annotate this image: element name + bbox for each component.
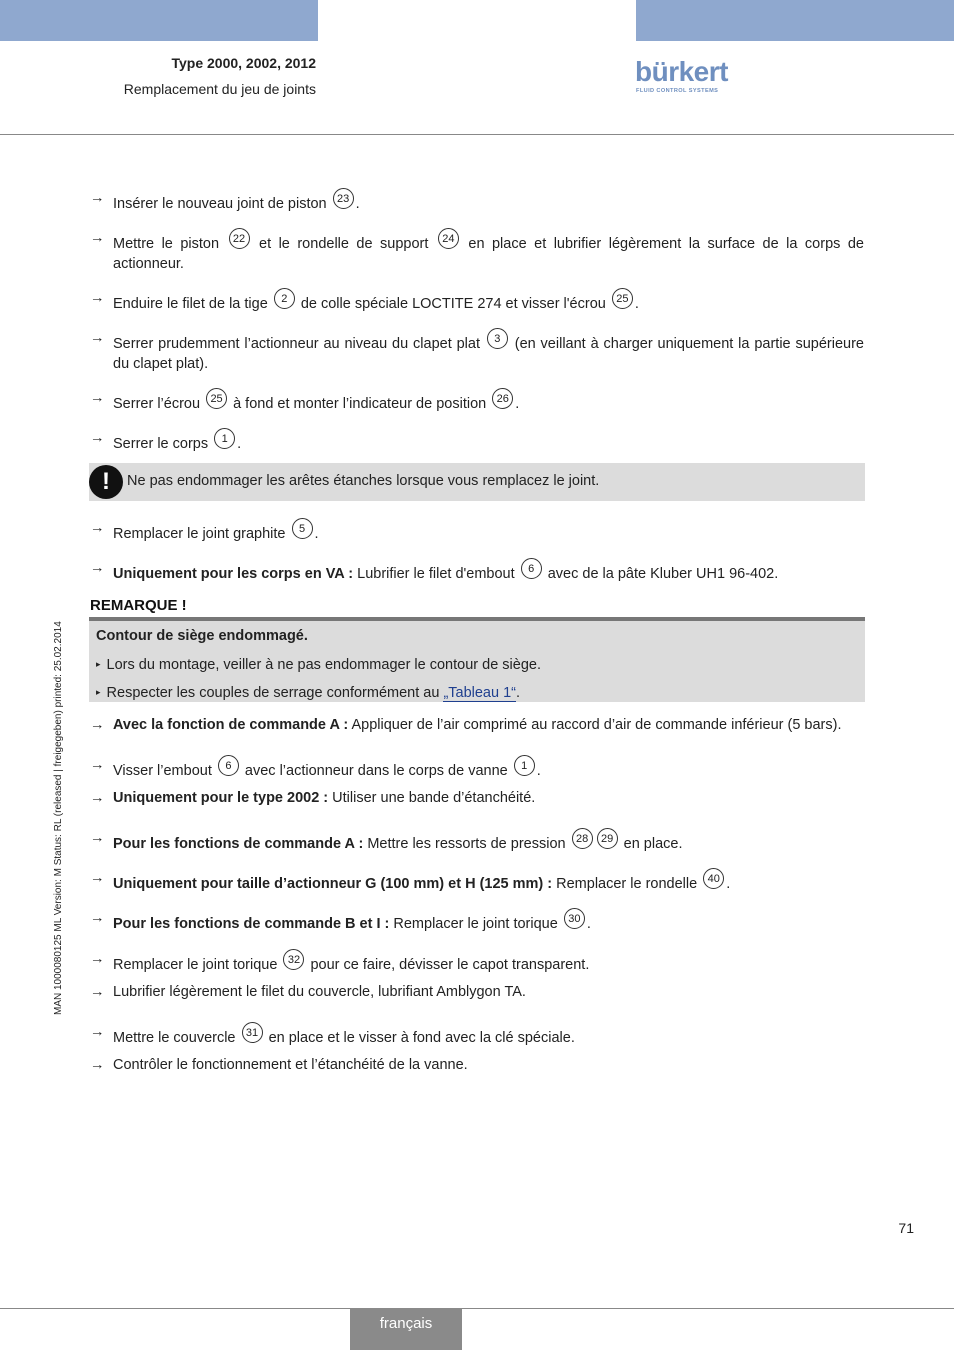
logo-word: bürkert [635,56,728,87]
remarque-box [89,617,865,702]
part-number-badge: 2 [274,288,295,309]
step-text: Contrôler le fonctionnement et l’étanchéité de la vanne. [113,1057,468,1073]
logo-tagline: FLUID CONTROL SYSTEMS [636,88,719,94]
step-item [90,328,864,374]
arrow-icon: → [90,190,105,206]
document-print-meta: MAN 1000080125 ML Version: M Status: RL (released | freigegeben) printed: 25.02.2014 [53,621,64,1015]
step-text: Mettre le couvercle [113,1030,236,1046]
step-text: Utiliser une bande d’étanchéité. [332,790,536,806]
remarque-item-text: Respecter les couples de serrage conformément au [106,685,444,701]
warning-box [89,463,865,501]
table-1-link[interactable]: „Tableau 1“ [443,685,516,701]
step-text: . [536,763,541,779]
step-text: Visser l’embout [113,763,212,779]
arrow-icon: → [90,230,105,246]
step-text: Insérer le nouveau joint de piston [113,196,327,212]
step-item [90,288,864,314]
arrow-icon: → [90,870,105,886]
step-text: pour ce faire, dévisser le capot transparent. [310,957,590,973]
part-number-badge: 29 [597,828,618,849]
step-item [90,518,864,544]
step-text: . [726,876,731,892]
header-bar-left [0,0,318,41]
part-number-badge: 1 [214,428,235,449]
step-text: . [586,916,591,932]
arrow-icon: → [90,790,105,806]
step-text: Mettre les ressorts de pression [367,836,566,852]
part-number-badge: 32 [283,949,304,970]
arrow-icon: → [90,330,105,346]
arrow-icon: → [90,830,105,846]
page-number: 71 [898,1220,914,1236]
exclamation-icon: ! [89,465,123,499]
part-number-badge: 3 [487,328,508,349]
part-number-badge: 26 [492,388,513,409]
step-text: . [634,296,639,312]
header-bar-right [636,0,954,41]
part-number-badge: 6 [521,558,542,579]
step-text: Serrer prudemment l’actionneur au niveau du clapet plat [113,336,480,352]
step-condition: Pour les fonctions de commande A : [113,836,364,852]
section-subtitle: Remplacement du jeu de joints [123,81,316,97]
remarque-item [96,685,520,701]
doc-type-title: Type 2000, 2002, 2012 [171,55,316,71]
arrow-icon: → [90,560,105,576]
step-condition: Uniquement pour les corps en VA : [113,566,354,582]
part-number-badge: 25 [206,388,227,409]
footer-divider [0,1308,954,1309]
step-item [90,1022,864,1048]
arrow-icon: → [90,984,105,1000]
step-text: Serrer l’écrou [113,396,201,412]
arrow-icon: → [90,290,105,306]
remarque-item-end: . [515,685,521,701]
step-item [90,228,864,274]
step-condition: Pour les fonctions de commande B et I : [113,916,390,932]
step-text: avec l’actionneur dans le corps de vanne [244,763,508,779]
arrow-icon: → [90,390,105,406]
language-tab: français [350,1308,462,1350]
step-text: Serrer le corps [113,436,209,452]
part-number-badge: 6 [218,755,239,776]
step-text: Enduire le filet de la tige [113,296,268,312]
step-text: Remplacer le rondelle [556,876,698,892]
step-condition: Uniquement pour taille d’actionneur G (100 mm) et H (125 mm) : [113,876,553,892]
part-number-badge: 22 [229,228,250,249]
remarque-item-text: Lors du montage, veiller à ne pas endommager le contour de siège. [106,657,541,673]
arrow-icon: → [90,1024,105,1040]
step-text: . [355,196,360,212]
arrow-icon: → [90,430,105,446]
step-condition: Avec la fonction de commande A : [113,717,349,733]
step-item [90,908,864,934]
step-text: Lubrifier légèrement le filet du couvercle, lubrifiant Amblygon TA. [113,984,526,1000]
step-item [90,188,864,214]
remarque-item [96,657,541,673]
step-item [90,788,864,808]
step-item [90,428,864,454]
bullet-triangle-icon: ▸ [96,659,101,669]
step-text: Mettre le piston [113,236,220,252]
step-text: Remplacer le joint torique [113,957,278,973]
arrow-icon: → [90,717,105,733]
arrow-icon: → [90,910,105,926]
step-text: . [515,396,520,412]
step-item [90,755,864,781]
step-text: en place. [623,836,683,852]
part-number-badge: 40 [703,868,724,889]
step-text: Lubrifier le filet d'embout [357,566,515,582]
step-text: Remplacer le joint torique [393,916,558,932]
step-condition: Uniquement pour le type 2002 : [113,790,329,806]
part-number-badge: 23 [333,188,354,209]
step-item [90,1055,864,1075]
arrow-icon: → [90,951,105,967]
step-text: à fond et monter l’indicateur de position [233,396,487,412]
step-text: Appliquer de l’air comprimé au raccord d’air de commande inférieur (5 bars). [351,717,842,733]
step-text: en place et le visser à fond avec la clé spéciale. [268,1030,575,1046]
burkert-logo [635,58,735,96]
step-text: avec de la pâte Kluber UH1 96-402. [547,566,779,582]
arrow-icon: → [90,757,105,773]
header-divider [0,134,954,135]
step-text: (en veillant à charger uniquement la partie supérieure du clapet plat). [113,336,864,372]
step-item [90,388,864,414]
arrow-icon: → [90,520,105,536]
step-text: . [237,436,242,452]
part-number-badge: 24 [438,228,459,249]
step-item [90,558,864,584]
remarque-title: Contour de siège endommagé. [96,628,308,644]
step-text: . [314,526,319,542]
remarque-heading: REMARQUE ! [90,597,187,614]
part-number-badge: 5 [292,518,313,539]
part-number-badge: 25 [612,288,633,309]
arrow-icon: → [90,1057,105,1073]
warning-text: Ne pas endommager les arêtes étanches lorsque vous remplacez le joint. [127,473,600,489]
part-number-badge: 31 [242,1022,263,1043]
step-text: de colle spéciale LOCTITE 274 et visser l'écrou [300,296,606,312]
step-text: Remplacer le joint graphite [113,526,286,542]
bullet-triangle-icon: ▸ [96,687,101,697]
step-item [90,982,864,1002]
step-item [90,715,864,735]
part-number-badge: 28 [572,828,593,849]
step-item [90,868,864,894]
step-item [90,828,864,854]
step-text: en place et lubrifier légèrement la surface de la corps de actionneur. [113,236,864,272]
part-number-badge: 1 [514,755,535,776]
step-text: et le rondelle de support [259,236,429,252]
step-item [90,949,864,975]
part-number-badge: 30 [564,908,585,929]
